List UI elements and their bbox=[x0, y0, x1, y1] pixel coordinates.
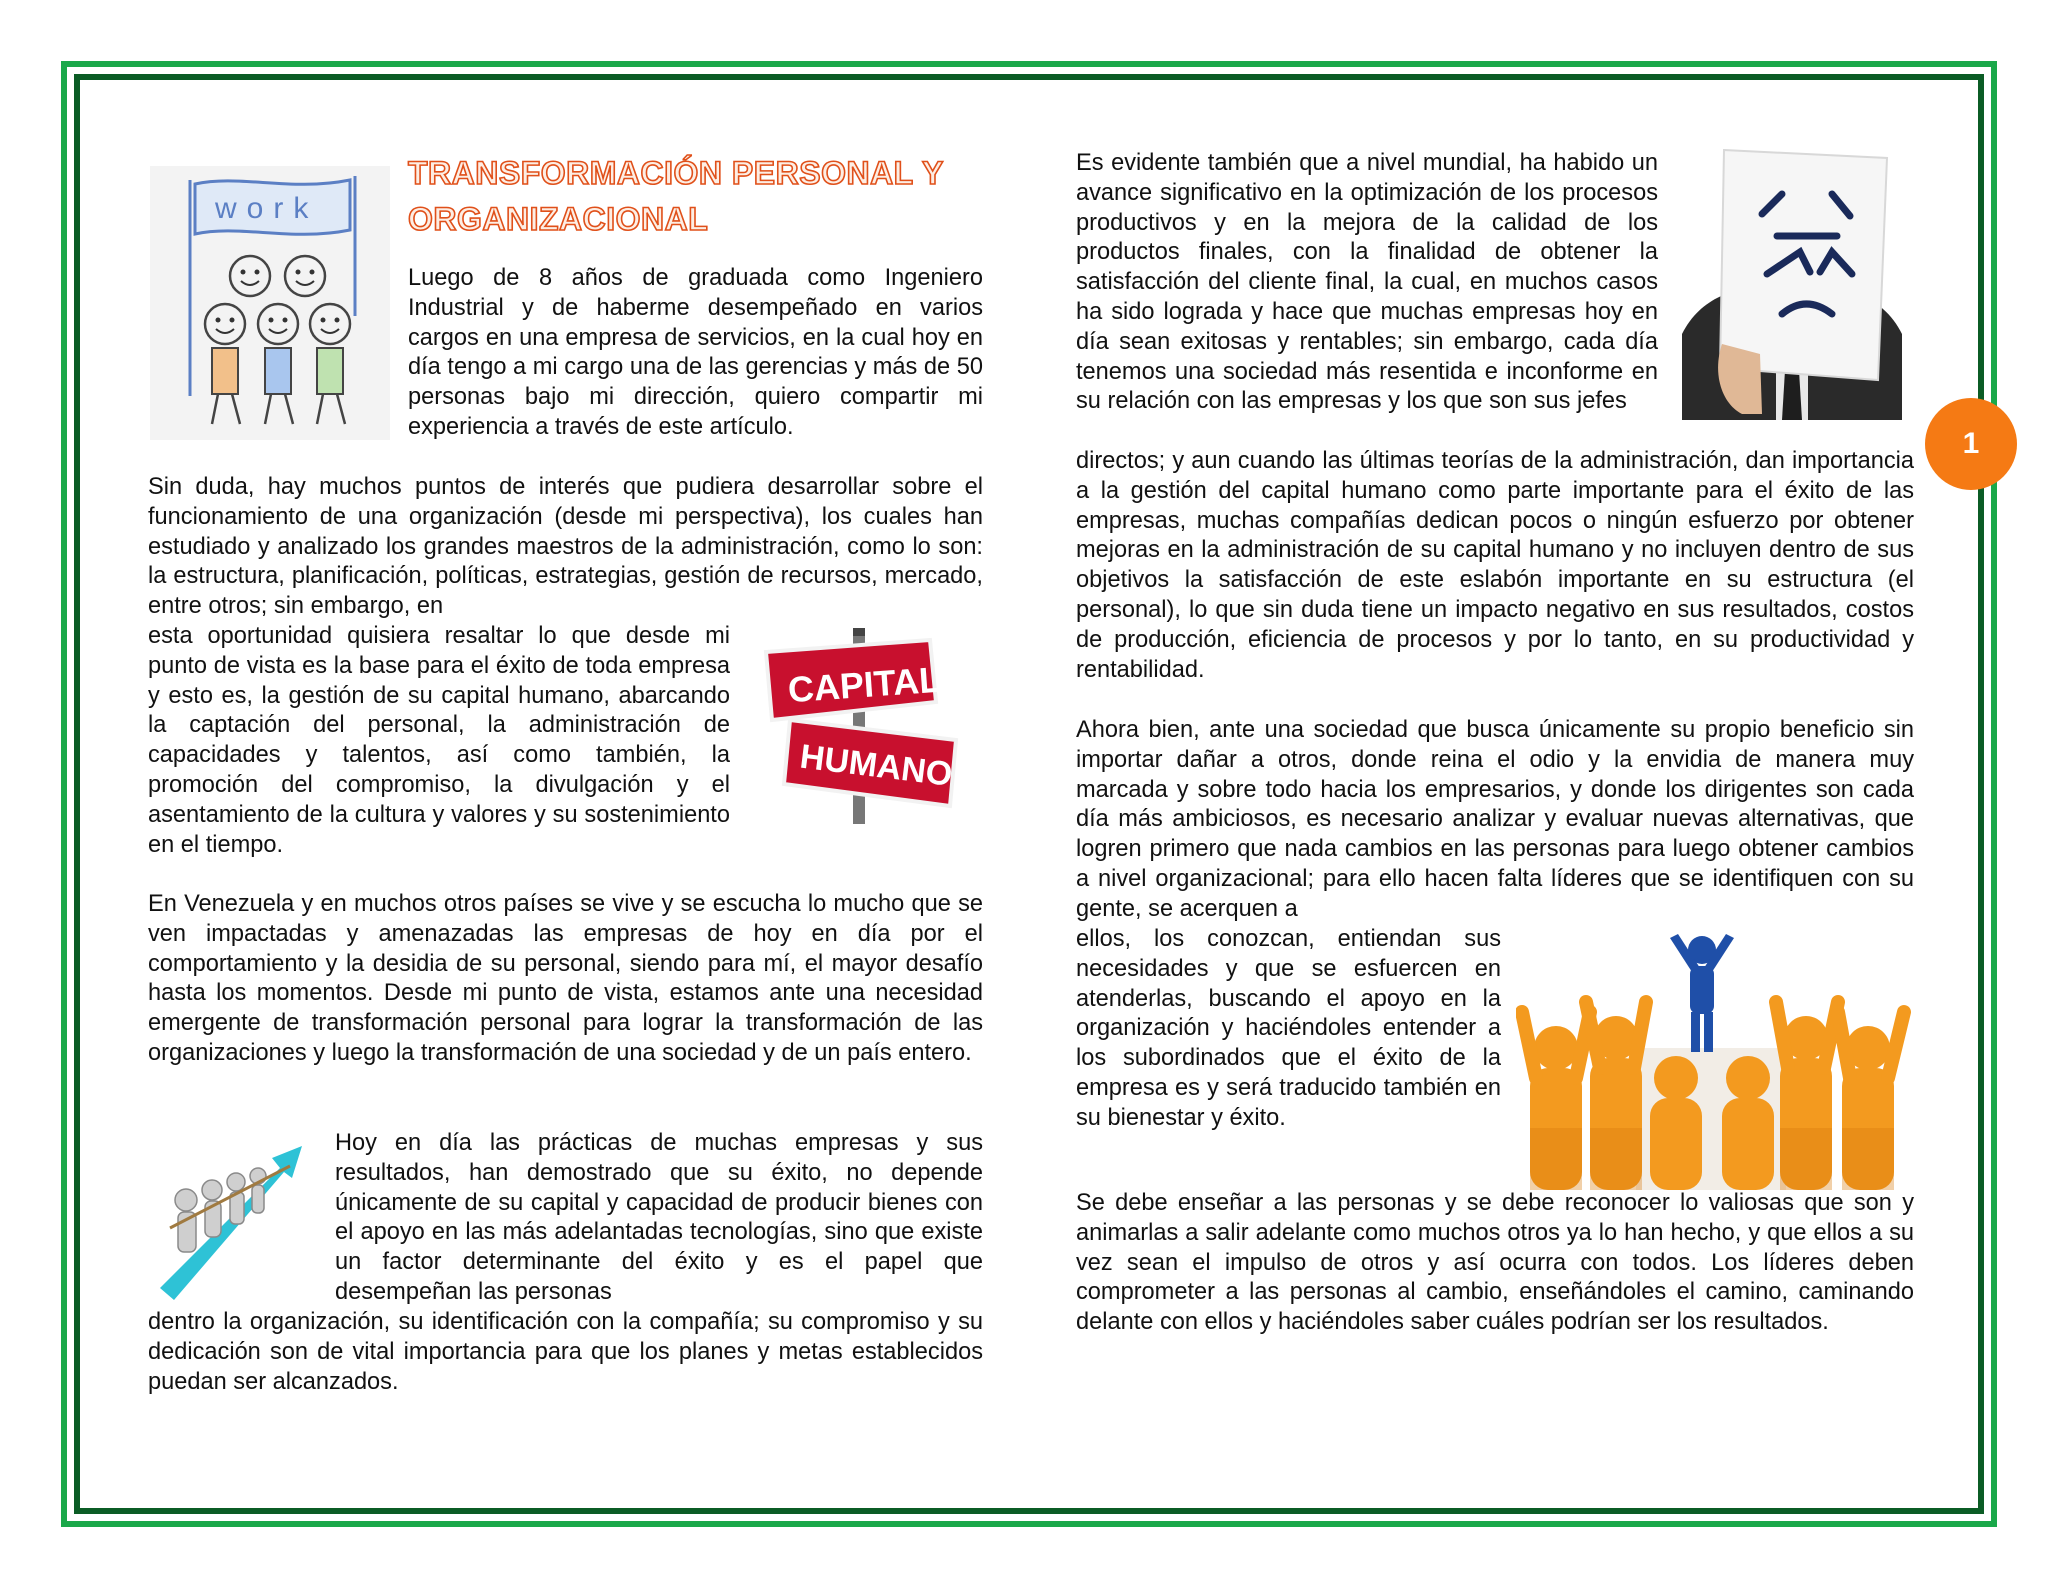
tug-of-war-illustration bbox=[150, 1128, 310, 1300]
article-title: TRANSFORMACIÓN PERSONAL Y ORGANIZACIONAL bbox=[408, 155, 944, 237]
work-sign-text: work bbox=[215, 192, 319, 225]
work-team-image bbox=[150, 166, 390, 440]
paragraph-ensenar: Se debe enseñar a las personas y se debe reconocer lo valiosas que son y animarlas a salir adelante como muchos otros ya lo han hecho, y que ellos a su vez sean el impulso de otros y así ocurra con todos. Los líderes deben comprometer a las personas al cambio, enseñándoles el camino, caminando delante con ellos y haciéndoles saber cuáles podrían ser los resultados. bbox=[1076, 1190, 1914, 1336]
capital-humano-sign bbox=[760, 628, 970, 824]
tug-of-war-image bbox=[150, 1128, 310, 1300]
capital-humano-image bbox=[760, 628, 970, 824]
humano-sign-text: HUMANO bbox=[797, 737, 955, 794]
capital-sign-text: CAPITAL bbox=[786, 658, 943, 711]
paper-mask-man bbox=[1682, 144, 1902, 420]
work-team-illustration bbox=[150, 166, 390, 440]
paragraph-venezuela: En Venezuela y en muchos otros países se vive y se escucha lo mucho que se ven impactadas y amenazadas las empresas de hoy en día por el comportamiento y la desidia de su personal, siendo para mí, el mayor desafío hasta los momentos. Desde mi punto de vista, estamos ante una necesidad emergente de transformación personal para lograr la transformación de las organizaciones y luego la transformación de una sociedad y de un país entero. bbox=[148, 891, 983, 1066]
paragraph-ahora-bien: Ahora bien, ante una sociedad que busca únicamente su propio beneficio sin importar dañar a otros, donde reina el odio y la envidia de manera muy marcada y sobre todo hacia los empresarios, y donde los dirigentes son cada día más ambiciosos, es necesario analizar y evaluar nuevas alternativas, que logren primero que nada cambios en las personas para luego obtener cambios a nivel organizacional; para ello hacen falta líderes que se identifiquen con su gente, se acerquen a bbox=[1076, 717, 1914, 922]
page-number-badge bbox=[1925, 398, 2017, 490]
leader-crowd-image bbox=[1516, 928, 1916, 1190]
paragraph-puntos-interes: Sin duda, hay muchos puntos de interés que pudiera desarrollar sobre el funcionamiento de una organización (desde mi perspectiva), los cuales han estudiado y analizado los grandes maestros de la administración, como lo son: la estructura, planificación, políticas, estrategias, gestión de recursos, mercado, entre otros; sin embargo, en bbox=[148, 474, 983, 620]
paragraph-directos: directos; y aun cuando las últimas teorías de la administración, dan importancia a la gestión del capital humano como parte importante para el éxito de las empresas, muchas compañías dedican pocos o ningún esfuerzo por obtener mejoras en la administración de su capital humano y no incluyen dentro de sus objetivos la satisfacción de este eslabón importante en su estructura (el personal), lo que sin duda tiene un impacto negativo en sus resultados, costos de producción, eficiencia de procesos y por lo tanto, en su productividad y rentabilidad. bbox=[1076, 448, 1914, 683]
paragraph-practicas-cont: dentro la organización, su identificación con la compañía; su compromiso y su dedicación son de vital importancia para que los planes y metas establecidos puedan ser alcanzados. bbox=[148, 1309, 983, 1395]
paragraph-capital-humano: esta oportunidad quisiera resaltar lo que desde mi punto de vista es la base para el éxito de toda empresa y esto es, la gestión de su capital humano, abarcando la captación del personal, la administración de capacidades y talentos, así como también, la promoción del compromiso, la divulgación y el asentamiento de la cultura y valores y su sostenimiento en el tiempo. bbox=[148, 623, 730, 858]
paragraph-practicas: Hoy en día las prácticas de muchas empresas y sus resultados, han demostrado que su éxito, no depende únicamente de su capital y capacidad de producir bienes con el apoyo en las más adelantadas tecnologías, sino que existe un factor determinante del éxito y es el papel que desempeñan las personas bbox=[335, 1130, 983, 1305]
paragraph-avance-mundial: Es evidente también que a nivel mundial, ha habido un avance significativo en la optimización de los procesos productivos y en la mejora de la calidad de los productos finales, con la finalidad de obtener la satisfacción del cliente final, la cual, en muchos casos ha sido lograda y hace que muchas empresas hoy en día sean exitosas y rentables; sin embargo, cada día tenemos una sociedad más resentida e inconforme en su relación con las empresas y los que son sus jefes bbox=[1076, 150, 1658, 415]
paragraph-intro: Luego de 8 años de graduada como Ingeniero Industrial y de haberme desempeñado en varios cargos en una empresa de servicios, en la cual hoy en día tengo a mi cargo una de las gerencias y más de 50 personas bajo mi dirección, quiero compartir mi experiencia a través de este artículo. bbox=[408, 265, 983, 440]
page-number: 1 bbox=[1962, 427, 1980, 460]
paragraph-lideres-gente: ellos, los conozcan, entiendan sus necesidades y que se esfuercen en atenderlas, buscando el apoyo en la organización y haciéndoles entender a los subordinados que el éxito de la empresa es y será traducido también en su bienestar y éxito. bbox=[1076, 926, 1501, 1131]
paper-mask-image bbox=[1682, 144, 1902, 420]
leader-crowd-illustration bbox=[1516, 928, 1916, 1190]
